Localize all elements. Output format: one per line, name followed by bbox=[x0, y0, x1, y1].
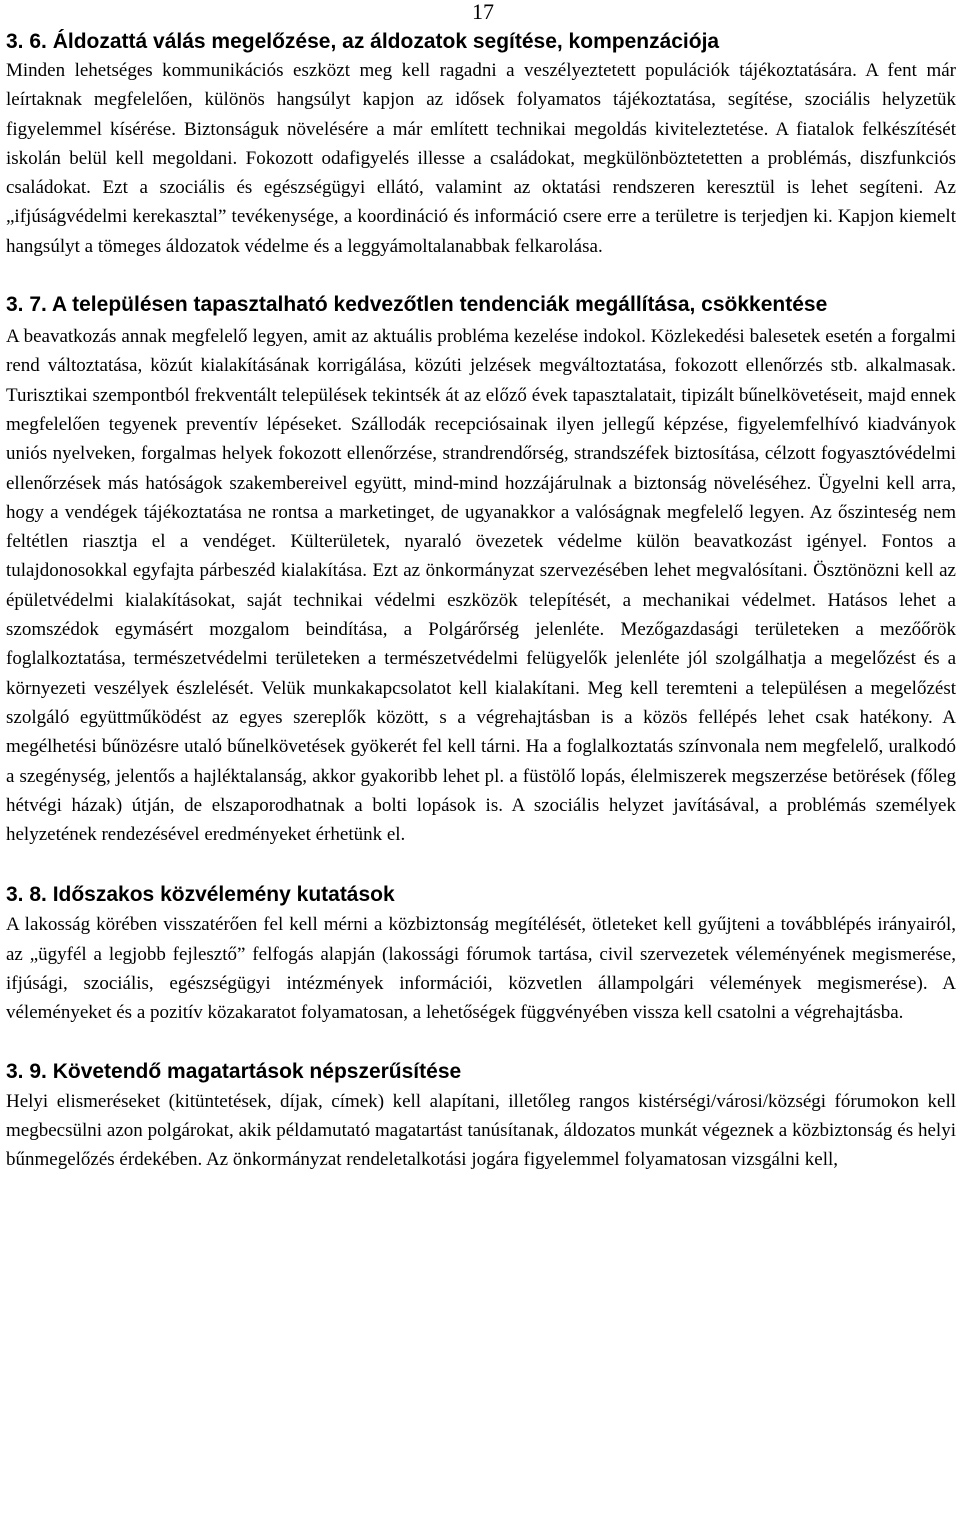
section-heading: 3. 6. Áldozattá válás megelőzése, az áldozatok segítése, kompenzációja bbox=[6, 30, 720, 53]
section-body: A beavatkozás annak megfelelő legyen, amit az aktuális probléma kezelése indokol. Közlekedési balesetek esetén a forgalmi rend változtatása, közút kialakításának korrigálása, közúti jelzések megváltoztatása, fokozott ellenőrzés stb. alkalmasak. Turisztikai szempontból frekventált települések tekintsék át az előző évek tapasztalatait, tipizált bűnelkövetéseit, majd ennek megfelelően tegyenek preventív lépéseket. Szállodák recepciósainak ilyen jellegű képzése, figyelemfelhívó kiadványok uniós nyelveken, forgalmas helyek fokozott ellenőrzése, strandrendőrség, strandszéfek biztosítása, célzott fogyasztóvédelmi ellenőrzések más hatóságok szakembereivel együtt, mind-mind hozzájárulnak a biztonság növeléséhez. Ügyelni kell arra, hogy a vendégek tájékoztatása ne rontsa a marketinget, de ugyanakkor a valóságnak megfelelő legyen. Az őszinteség nem feltétlen riasztja el a vendéget. Külterületek, nyaraló övezetek védelme külön beavatkozást igényel. Fontos a tulajdonosokkal egyfajta párbeszéd kialakítása. Ezt az önkormányzat szervezésében lehet megvalósítani. Ösztönözni kell az épületvédelmi kialakításokat, saját technikai védelmi eszközök telepítését, a mechanikai védelmet. Hatásos lehet a szomszédok egymásért mozgalom beindítása, a Polgárőrség jelenléte. Mezőgazdasági területeken a mezőőrök foglalkoztatása, természetvédelmi területeken a természetvédelmi felügyelők jelenléte jól szolgálhatja a megelőzést és a környezeti veszélyek észlelését. Velük munkakapcsolatot kell kialakítani. Meg kell teremteni a településen a megelőzést szolgáló együttműködést az egyes szereplők között, s a végrehajtásban is a közös fellépés lehet csak hatékony. A megélhetési bűnözésre utaló bűnelkövetések gyökerét fel kell tárni. Ha a foglalkoztatás színvonala nem megfelelő, uralkodó a szegénység, jelentős a hajléktalanság, akkor gyakoribb lehet pl. a füstölő lopás, élelmiszerek megszerzése betörések (főleg hétvégi házak) útján, de elszaporodhatnak a bolti lopások is. A szociális helyzet javításával, a problémás személyek helyzetének rendezésével eredményeket érhetünk el. bbox=[6, 326, 956, 846]
section-body: Helyi elismeréseket (kitüntetések, díjak, címek) kell alapítani, illetőleg rangos kistérségi/városi/községi fórumokon kell megbecsülni azon polgárokat, akik példamutató magatartást tanúsítanak, áldozatos munkát végeznek a közbiztonság és helyi bűnmegelőzés érdekében. Az önkormányzat rendeletalkotási jogára figyelemmel folyamatosan vizsgálni kell, bbox=[6, 1090, 956, 1171]
section-body: Minden lehetséges kommunikációs eszközt meg kell ragadni a veszélyeztetett populációk tájékoztatására. A fent már leírtaknak megfelelően, különös hangsúlyt kapjon az idősek folyamatos tájékoztatása, segítése, szociális helyzetük figyelemmel kísérése. Biztonságuk növelésére a már említett technikai megoldás kiviteleztetése. A fiatalok felkészítését iskolán belül kell megoldani. Fokozott odafigyelés illesse a családokat, megkülönböztetetten a problémás, diszfunkciós családokat. Ezt a szociális és egészségügyi ellátó, valamint az oktatási rendszeren keresztül is lehet segíteni. Az „ifjúságvédelmi kerekasztal” tevékenysége, a koordináció és információ csere erre a területre is terjedjen ki. Kapjon kiemelt hangsúlyt a tömeges áldozatok védelme és a leggyámoltalanabbak felkarolása. bbox=[6, 60, 956, 257]
section-3-8 bbox=[6, 881, 956, 1027]
section-heading: 3. 9. Követendő magatartások népszerűsítése bbox=[6, 1059, 462, 1083]
section-3-6 bbox=[6, 28, 956, 261]
section-heading: 3. 8. Időszakos közvélemény kutatások bbox=[6, 883, 395, 907]
page-content bbox=[6, 28, 956, 1175]
page-number: 17 bbox=[472, 0, 494, 24]
section-body: A lakosság körében visszatérően fel kell mérni a közbiztonság megítélését, ötleteket kell gyűjteni a továbblépés irányairól, az „ügyfél a legjobb fejlesztő” felfogás alapján (lakossági fórumok tartása, civil szervezetek véleményének megismerése, ifjúsági, szociális, egészségügyi intézmények információi, közvetlen állampolgári vélemények megismerése). A véleményeket és a pozitív közakaratot folyamatosan, a lehetőségek függvényében vissza kell csatolni a végrehajtásba. bbox=[6, 914, 956, 1024]
section-3-9 bbox=[6, 1058, 956, 1175]
section-heading: 3. 7. A településen tapasztalható kedvezőtlen tendenciák megállítása, csökkentése bbox=[6, 293, 828, 317]
section-3-7 bbox=[6, 291, 956, 849]
